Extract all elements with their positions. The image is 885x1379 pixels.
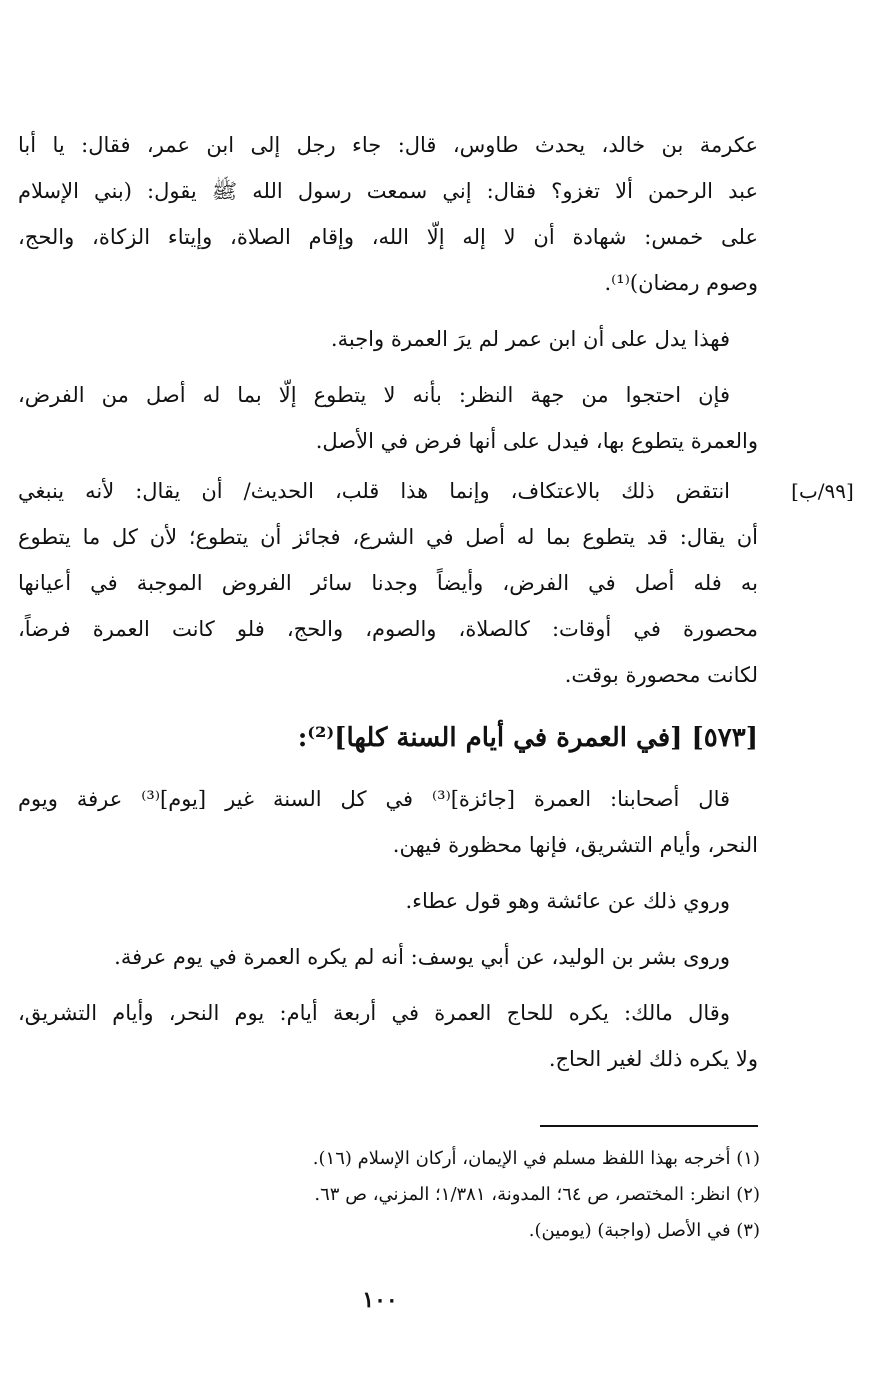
text-line: به فله أصل في الفرض، وأيضاً وجدنا سائر الفروض الموجبة في أعيانها <box>18 571 758 595</box>
footnote: (٢) انظر: المختصر، ص ٦٤؛ المدونة، ١/٣٨١؛ المزني، ص ٦٣. <box>314 1184 760 1205</box>
text-line: والعمرة يتطوع بها، فيدل على أنها فرض في الأصل. <box>315 429 758 453</box>
text-line: انتقض ذلك بالاعتكاف، وإنما هذا قلب، الحديث/ أن يقال: لأنه ينبغي <box>18 479 730 503</box>
text-line: قال أصحابنا: العمرة [جائزة]⁽³⁾ في كل السنة غير [يوم]⁽³⁾ عرفة ويوم <box>18 787 730 811</box>
text-line: وروي ذلك عن عائشة وهو قول عطاء. <box>405 889 730 913</box>
text-line: عكرمة بن خالد، يحدث طاوس، قال: جاء رجل إلى ابن عمر، فقال: يا أبا <box>18 133 758 157</box>
footnote: (١) أخرجه بهذا اللفظ مسلم في الإيمان، أركان الإسلام (١٦). <box>312 1148 760 1169</box>
text-line: وقال مالك: يكره للحاج العمرة في أربعة أيام: يوم النحر، وأيام التشريق، <box>18 1001 730 1025</box>
footnote-separator <box>540 1125 758 1127</box>
footnote: (٣) في الأصل (واجبة) (يومين). <box>528 1220 760 1241</box>
text-line: وصوم رمضان)⁽¹⁾. <box>604 271 758 295</box>
text-line: محصورة في أوقات: كالصلاة، والصوم، والحج، فلو كانت العمرة فرضاً، <box>18 617 758 641</box>
text-line: فإن احتجوا من جهة النظر: بأنه لا يتطوع إلّا بما له أصل من الفرض، <box>18 383 730 407</box>
section-heading: [٥٧٣] [في العمرة في أيام السنة كلها]⁽²⁾: <box>297 723 758 753</box>
text-line: على خمس: شهادة أن لا إله إلّا الله، وإقام الصلاة، وإيتاء الزكاة، والحج، <box>18 225 758 249</box>
folio-marker: [٩٩/ب] <box>791 479 854 503</box>
text-line: فهذا يدل على أن ابن عمر لم يرَ العمرة واجبة. <box>330 327 730 351</box>
text-line: عبد الرحمن ألا تغزو؟ فقال: إني سمعت رسول الله ﷺ يقول: (بني الإسلام <box>18 179 758 203</box>
page-number: ١٠٠ <box>362 1287 398 1313</box>
text-line: لكانت محصورة بوقت. <box>564 663 758 687</box>
text-line: النحر، وأيام التشريق، فإنها محظورة فيهن. <box>392 833 758 857</box>
text-line: وروى بشر بن الوليد، عن أبي يوسف: أنه لم يكره العمرة في يوم عرفة. <box>114 945 730 969</box>
text-line: ولا يكره ذلك لغير الحاج. <box>548 1047 758 1071</box>
text-line: أن يقال: قد يتطوع بما له أصل في الشرع، فجائز أن يتطوع؛ لأن كل ما يتطوع <box>18 525 758 549</box>
